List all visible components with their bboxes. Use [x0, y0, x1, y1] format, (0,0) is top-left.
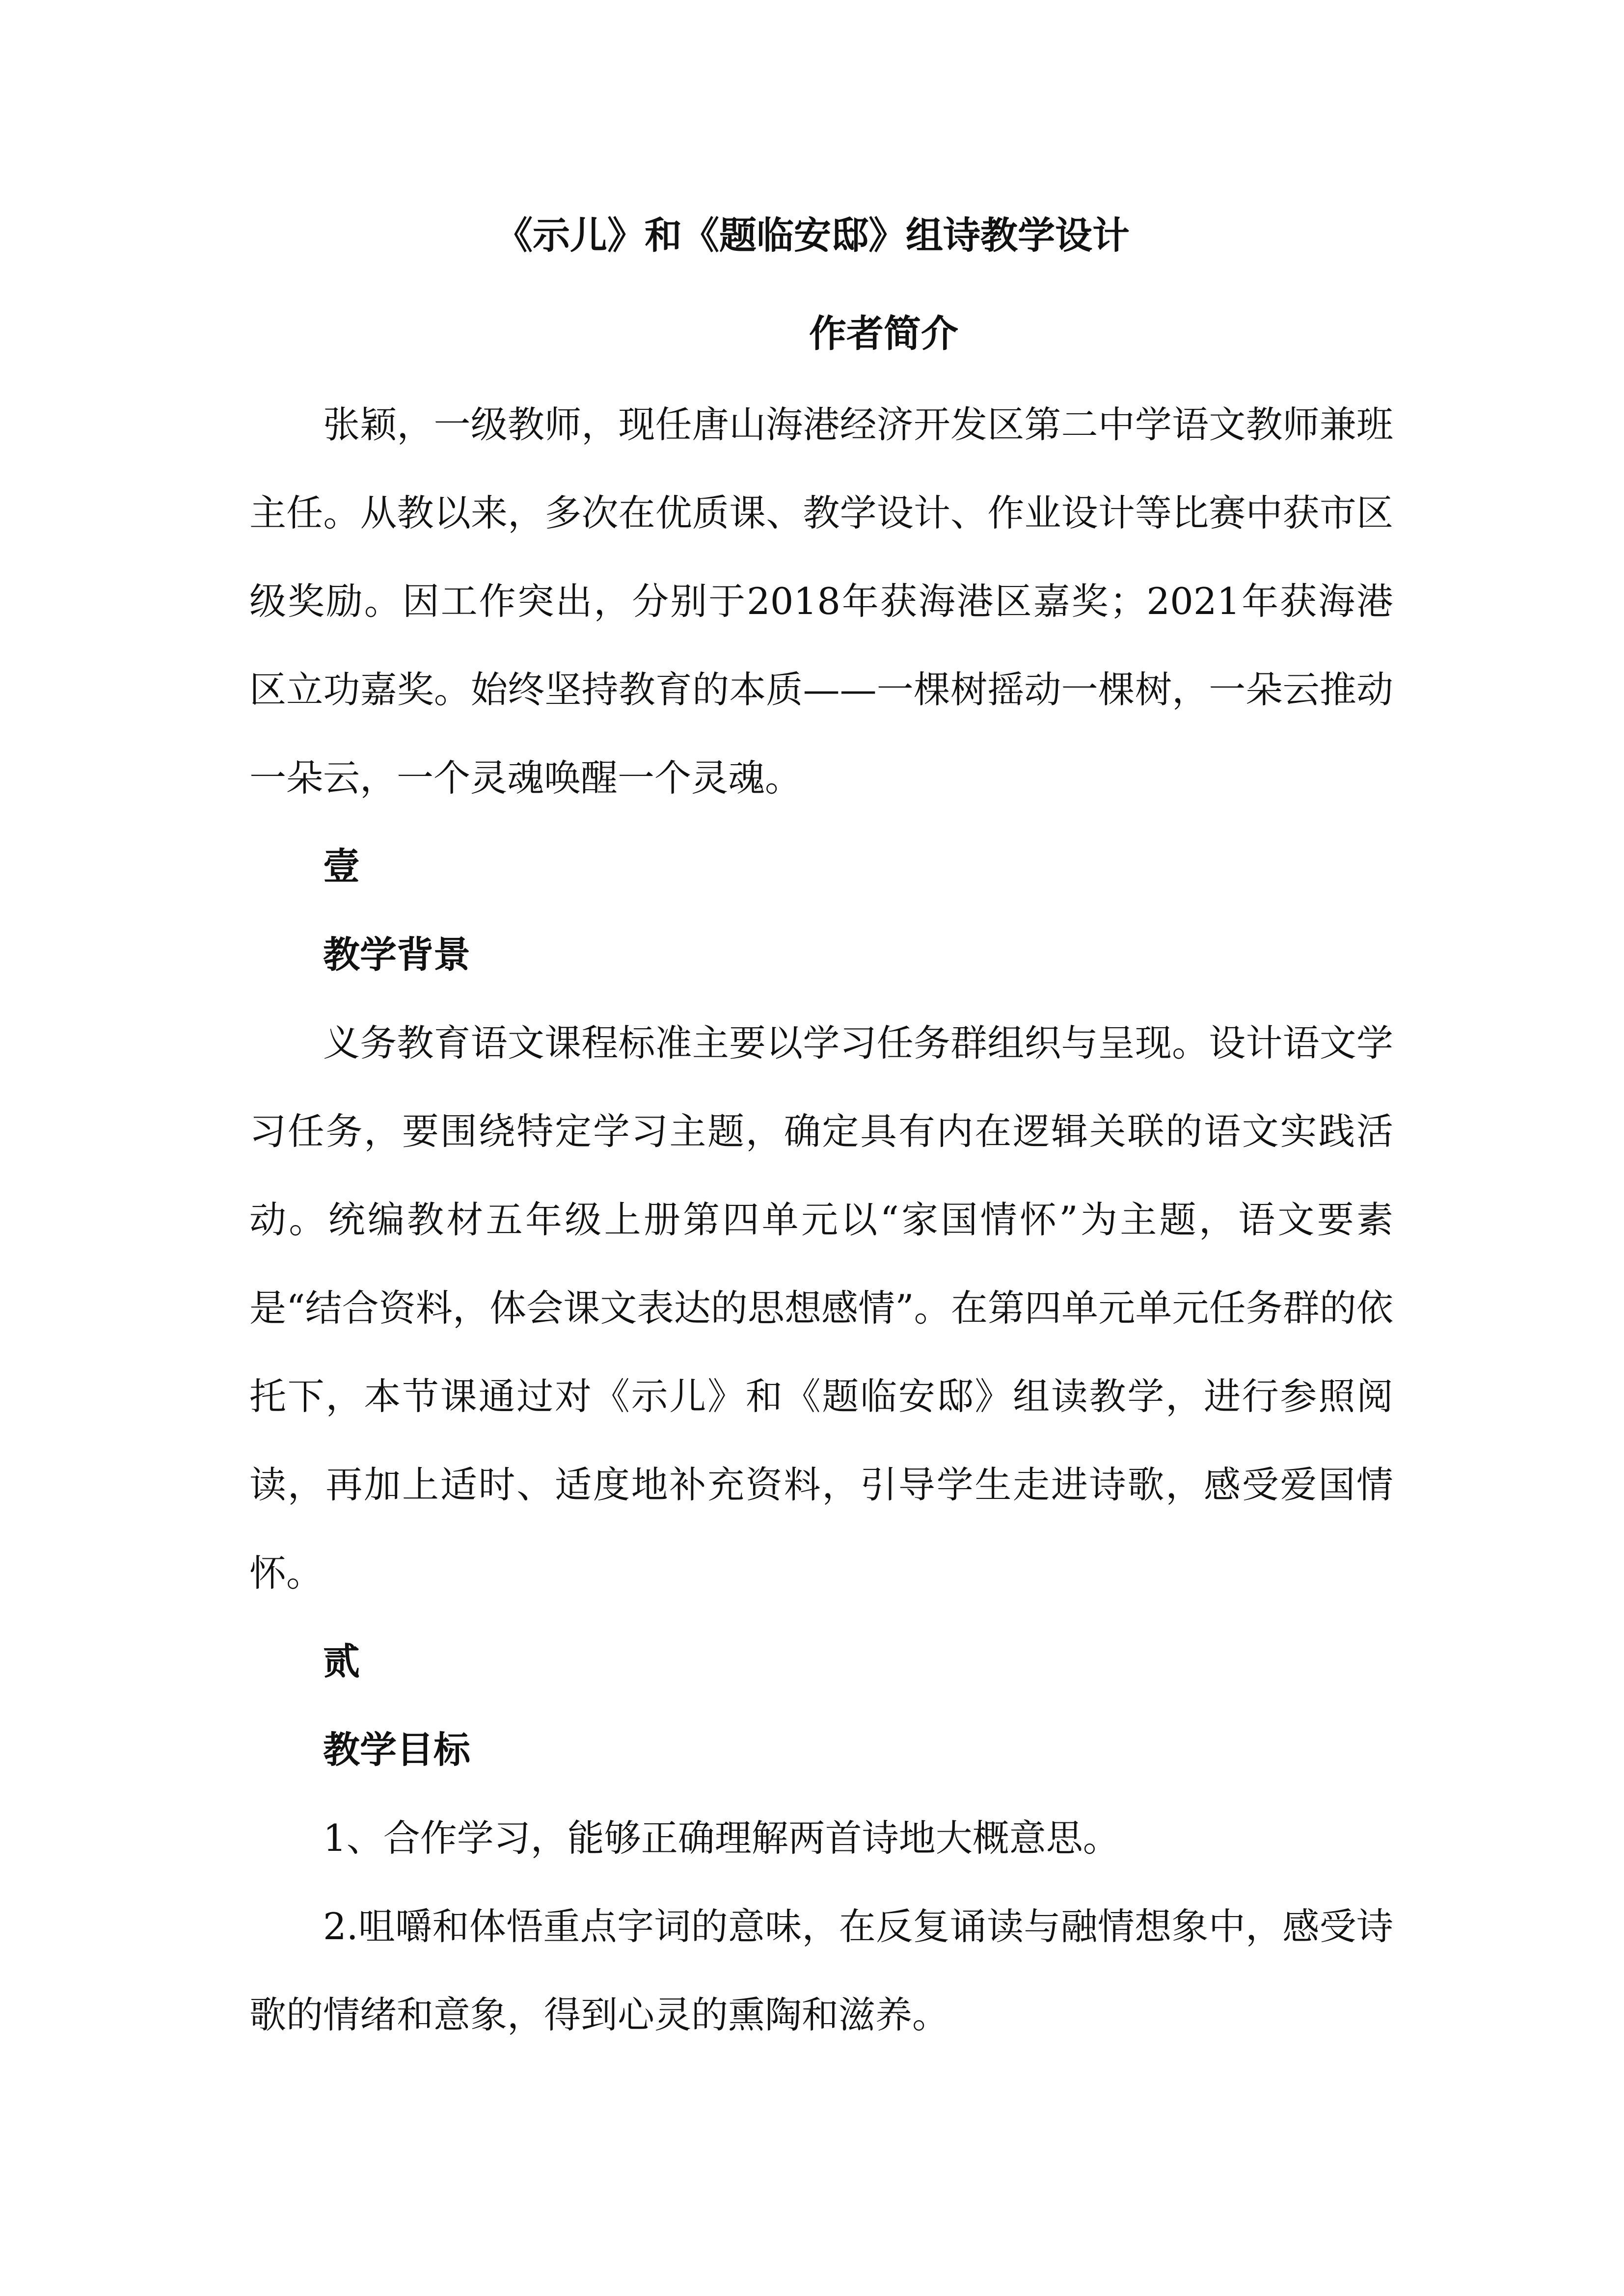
teaching-goal-item-1: 1、合作学习，能够正确理解两首诗地大概意思。 [323, 1816, 1120, 1860]
author-bio-paragraph: 张颖，一级教师，现任唐山海港经济开发区第二中学语文教师兼班主任。从教以来，多次在优质课、教学设计、作业设计等比赛中获市区级奖励。因工作突出，分别于2018年获海港区嘉奖；2021年获海港区立功嘉奖。始终坚持教育的本质——一棵树摇动一棵树，一朵云推动一朵云，一个灵魂唤醒一个灵魂。 [249, 403, 1393, 800]
section-heading-teaching-goals: 教学目标 [323, 1728, 471, 1771]
section-number-1: 壹 [323, 845, 360, 888]
document-body [249, 380, 1393, 2059]
teaching-goal-item-2: 2.咀嚼和体悟重点字词的意味，在反复诵读与融情想象中，感受诗歌的情绪和意象，得到心灵的熏陶和滋养。 [249, 1905, 1393, 2036]
author-intro-heading: 作者简介 [809, 312, 958, 355]
teaching-background-paragraph: 义务教育语文课程标准主要以学习任务群组织与呈现。设计语文学习任务，要围绕特定学习主题，确定具有内在逻辑关联的语文实践活动。统编教材五年级上册第四单元以“家国情怀”为主题，语文要素是“结合资料，体会课文表达的思想感情”。在第四单元单元任务群的依托下，本节课通过对《示儿》和《题临安邸》组读教学，进行参照阅读，再加上适时、适度地补充资料，引导学生走进诗歌，感受爱国情怀。 [249, 1021, 1393, 1595]
section-number-2: 贰 [323, 1640, 360, 1683]
section-heading-teaching-background: 教学背景 [323, 933, 471, 976]
document-title: 《示儿》和《题临安邸》组诗教学设计 [495, 214, 1130, 257]
